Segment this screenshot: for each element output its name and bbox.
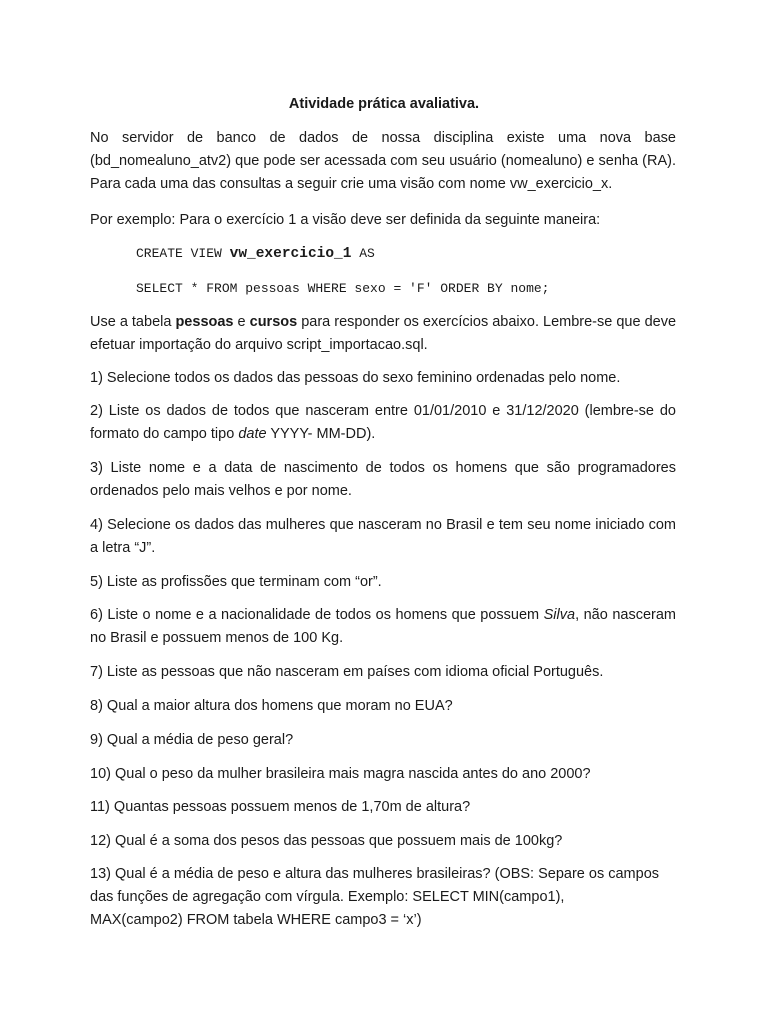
code-create-suffix: AS [351,246,375,261]
exercise-2 [90,400,676,446]
code-create-prefix: CREATE VIEW [136,246,230,261]
exercise-13: 13) Qual é a média de peso e altura das mulheres brasileiras? (OBS: Separe os campos das funções de agregação com vírgula. Exemplo: SELECT MIN(campo1), MAX(campo2) FROM tabela WHERE campo3 = ‘x’) [90,866,660,928]
usage-text-2: e [233,314,250,330]
exercise-1: 1) Selecione todos os dados das pessoas do sexo feminino ordenadas pelo nome. [90,370,621,386]
exercise-6 [90,604,676,650]
exercise-2-italic: date [238,426,267,442]
exercise-8: 8) Qual a maior altura dos homens que moram no EUA? [90,698,453,714]
exercise-10: 10) Qual o peso da mulher brasileira mais magra nascida antes do ano 2000? [90,766,591,782]
intro-paragraph: No servidor de banco de dados de nossa disciplina existe uma nova base (bd_nomealuno_atv2) que pode ser acessada com seu usuário (nomealuno) e senha (RA). Para cada uma das consultas a seguir crie uma visão com nome vw_exercicio_x. [90,130,676,192]
exercise-12: 12) Qual é a soma dos pesos das pessoas que possuem mais de 100kg? [90,833,563,849]
usage-text-3: para responder os exercícios abaixo. Lembre-se que deve efetuar importação do arquivo script_importacao.sql. [90,314,677,353]
exercise-6-text-b: , não nasceram no Brasil e possuem menos de 100 Kg. [90,607,676,646]
exercise-7: 7) Liste as pessoas que não nasceram em países com idioma oficial Português. [90,664,604,680]
code-view-name: vw_exercicio_1 [229,246,352,262]
exercise-2-text-a: 2) Liste os dados de todos que nasceram entre 01/01/2010 e 31/12/2020 (lembre-se do formato do campo tipo [90,403,676,442]
code-line-create-view [136,246,375,262]
table-name-cursos: cursos [249,314,298,330]
exercise-4: 4) Selecione os dados das mulheres que nasceram no Brasil e tem seu nome iniciado com a letra “J”. [90,517,676,556]
usage-text-1: Use a tabela [90,314,176,330]
usage-paragraph [90,311,676,357]
exercise-3: 3) Liste nome e a data de nascimento de todos os homens que são programadores ordenados pelo mais velhos e por nome. [90,460,676,499]
exercise-6-italic: Silva [543,607,576,623]
example-paragraph: Por exemplo: Para o exercício 1 a visão deve ser definida da seguinte maneira: [90,212,601,228]
document-title: Atividade prática avaliativa. [288,96,480,112]
table-name-pessoas: pessoas [175,314,234,330]
exercise-11: 11) Quantas pessoas possuem menos de 1,70m de altura? [90,799,471,815]
exercise-6-text-a: 6) Liste o nome e a nacionalidade de todos os homens que possuem [90,607,544,623]
code-line-select: SELECT * FROM pessoas WHERE sexo = 'F' ORDER BY nome; [136,281,550,296]
exercise-9: 9) Qual a média de peso geral? [90,732,294,748]
exercise-5: 5) Liste as profissões que terminam com “or”. [90,574,382,590]
exercise-2-text-b: YYYY- MM-DD). [266,426,376,442]
